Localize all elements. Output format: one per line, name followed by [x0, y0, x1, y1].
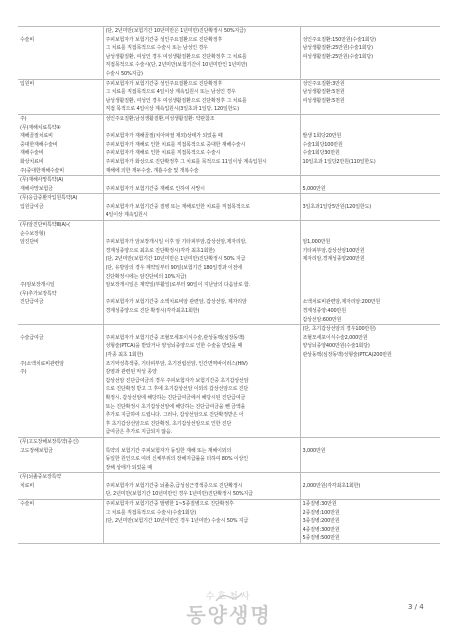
cell-line: 주)	[20, 369, 27, 376]
cell-line: 화상치료비	[20, 158, 44, 165]
cell-line: 양성뇌종양400만원(수술1회당)	[302, 343, 370, 350]
cell-line	[303, 221, 439, 230]
cell-line: 주피보험자가 재해로 인한 치료를 직접목적으로 수술시	[105, 150, 221, 157]
cell-line	[303, 264, 439, 273]
logo-tagline: 수호천사	[205, 592, 253, 602]
coverage-name-cell	[18, 437, 103, 472]
cell-line	[106, 194, 298, 203]
cell-line	[303, 438, 439, 447]
cell-line: 여성생활질환:25만원(수술1회당)	[302, 53, 373, 60]
cell-line	[106, 124, 298, 133]
cell-line: 입원비	[20, 80, 35, 87]
cell-line: 2종질병:100만원	[302, 509, 340, 516]
cell-line	[20, 325, 101, 334]
table-row	[18, 176, 440, 194]
cell-line: 치료비	[20, 482, 35, 489]
cell-line: (단, 2년미만(보험기간 10년미만은 1년미만)진단확정시 50% 지급	[105, 256, 246, 263]
cell-line: 조혈모세포이식수술2,000만원	[302, 334, 368, 341]
benefit-amount-cell	[300, 437, 440, 472]
cell-line: 진단급여금	[20, 299, 44, 306]
cell-line	[106, 438, 298, 447]
payment-condition-cell	[103, 114, 300, 175]
cell-line: 성인주요질환:3만원	[302, 80, 345, 87]
cell-line: (무)추가보장특약	[20, 290, 57, 297]
cell-line: (무)뇌졸중보장특약	[20, 474, 62, 481]
cell-line	[20, 255, 101, 264]
cell-line	[303, 115, 439, 124]
cell-line: 갑상선암:600만원	[302, 316, 342, 323]
table-row	[18, 79, 440, 114]
cell-line: 남성생활질환, 여성인 경우 여성생활질환으로 진단확정후 그 치료를	[105, 97, 247, 104]
coverage-name-cell	[18, 500, 103, 544]
cell-line: 암보장개시일은 계약일(부활일)로부터 90일이 지난날의 다음날로 함.	[105, 282, 251, 289]
cell-line	[303, 194, 439, 203]
cell-line: (각종 최초 1회한)	[105, 351, 144, 358]
cell-line: 주)중대한재해수술비	[20, 167, 64, 174]
cell-line: 성인주요질환:150만원(수술1회당)	[302, 36, 376, 43]
cell-line	[303, 27, 439, 36]
coverage-name-cell	[18, 325, 103, 438]
benefit-amount-cell	[300, 500, 440, 544]
cell-line: 장해 상태가 되었을 때	[105, 464, 152, 471]
cell-line: 3종질병:200만원	[302, 518, 340, 525]
table-row	[18, 473, 440, 500]
cell-line	[106, 290, 298, 299]
cell-line	[20, 273, 101, 282]
coverage-name-cell	[18, 194, 103, 221]
coverage-name-cell	[18, 27, 103, 80]
cell-line: 수술급여금	[20, 334, 44, 341]
cell-line: 소액치료비관련암,제자리암:200만원	[302, 299, 381, 306]
cell-line: 직접 목적으로 4일이상 계속입원시(3일초과 1일당, 120일한도)	[105, 106, 239, 113]
cell-line: (단, 2년미만(보험기간 10년미만인 경우 1년미만) 수술시 50% 지급	[105, 518, 249, 525]
benefit-amount-cell	[300, 221, 440, 325]
cell-line: 성인주요질환;남성생활질환,여성생활질환: 약관참조	[105, 115, 215, 122]
logo-name: 동양생명	[186, 603, 272, 627]
benefit-amount-cell	[300, 114, 440, 175]
cell-line: 후 초기갑상선암으로 진단확정, 초기갑상선암으로 인한 진단	[105, 420, 232, 427]
cell-line: 주피보험자가 재해골절(치아파절 제외)상태가 되었을 때	[105, 133, 223, 140]
cell-line: 주피보험자가 보험기간중 성인주요질환으로 진단확정후	[105, 36, 223, 43]
cell-line: 3일초과1일당5만원(120일한도)	[302, 203, 372, 210]
page-number: 3 / 4	[408, 603, 424, 611]
benefit-amount-cell	[300, 79, 440, 114]
cell-line	[20, 342, 101, 351]
benefit-amount-cell	[300, 473, 440, 500]
cell-line	[106, 325, 298, 334]
payment-condition-cell	[103, 194, 300, 221]
coverage-name-cell	[18, 114, 103, 175]
cell-line: 확정시, 갑상선암에 해당하는 진단급여금에서 해당시된 진단급여금	[105, 394, 246, 401]
company-logo	[168, 589, 290, 627]
cell-line: 재해수술비	[20, 150, 44, 157]
cell-line: (무)재해사망특약(A)	[20, 177, 64, 184]
cell-line: 갑상선암 진단급여금의 경우 주피보험자가 보험기간중 초기갑상선암	[105, 377, 249, 384]
cell-line	[20, 247, 101, 256]
benefit-amount-cell	[300, 325, 440, 438]
cell-line: (무)응급중환자입원특약(A)	[20, 195, 78, 202]
cell-line: 직접목적으로 수술시(단, 2년미만(보험기간이 10년미만인 1년미만)	[105, 62, 248, 69]
cell-line	[20, 27, 101, 36]
cell-line: 남성생활질환, 여성인 경우 여성생활질환으로 진단확정후 그 치료를	[105, 53, 247, 60]
cell-line	[303, 124, 439, 133]
cell-line: 급여금은 추가로 지급되지 않음.	[105, 429, 173, 436]
cell-line: 주)암보장개시일	[20, 282, 55, 289]
table-row	[18, 27, 440, 80]
cell-line	[303, 281, 439, 290]
cell-line: 주피보험자가 보험기간중 성인주요질환으로 진단확정후	[105, 80, 223, 87]
cell-line: 수술비	[20, 36, 35, 43]
cell-line	[20, 264, 101, 273]
cell-line: (무)재해치료특약④	[20, 124, 61, 131]
cell-line: 5종질병:500만원	[302, 535, 340, 542]
cell-line: 감염과 관련된 악성 종양	[105, 369, 157, 376]
coverage-name-cell	[18, 176, 103, 194]
table-row	[18, 194, 440, 221]
cell-line	[106, 230, 298, 239]
cell-line	[20, 351, 101, 360]
cell-line	[303, 230, 439, 239]
cell-line	[303, 290, 439, 299]
cell-line: (무)고도장해보장특약(종신)	[20, 438, 79, 445]
cell-line: 또는 진단확정시 초기갑상선암에 해당하는 진단급여금을 뺀 금액을	[105, 403, 246, 410]
cell-line	[106, 473, 298, 482]
cell-line: 주피보험자가 보험기간중 조혈모세포이식수술,관상동맥(심장동맥)	[105, 334, 245, 341]
cell-line: 암1,000만원	[302, 239, 331, 246]
cell-line: 4일이상 계속입원시	[105, 212, 148, 219]
benefit-amount-cell	[300, 176, 440, 194]
payment-condition-cell	[103, 473, 300, 500]
cell-line	[303, 273, 439, 282]
cell-line: 주)	[20, 115, 27, 122]
cell-line: 남성생활질환:25만원(수술1회당)	[302, 45, 373, 52]
cell-line: 그 치료를 직접목적으로 수술시 또는 남성인 경우	[105, 45, 208, 52]
table-row	[18, 500, 440, 544]
payment-condition-cell	[103, 221, 300, 325]
payment-condition-cell	[103, 79, 300, 114]
cell-line: 주피보험자가 보험기간중 발병한 1~5종질병으로 진단확정후	[105, 501, 234, 508]
cell-line: 재해에 의한 개두수술, 개흉수술 및 개복수술	[105, 167, 199, 174]
coverage-name-cell	[18, 79, 103, 114]
cell-line: 동일한 원인으로 여러 신체부위의 장해지급률을 더하여 80% 이상인	[105, 456, 248, 463]
cell-line: 으로 진단확정 받고 그 후에 초기갑상선암 이외의 갑상선암으로 진단	[105, 386, 249, 393]
cell-line: 중대한재해수술비	[20, 141, 58, 148]
payment-condition-cell	[103, 27, 300, 80]
benefit-amount-cell	[300, 194, 440, 221]
cell-line: 수술1회당100만원	[302, 141, 343, 148]
cell-line: 5,000만원	[302, 185, 326, 192]
cell-line: 조기악성흑색종, 기타피부암, 초기전립선암, 인간면역바이러스(HIV)	[105, 360, 248, 367]
cell-line: 3,000만원	[302, 447, 326, 454]
cell-line: 1종질병:30만원	[302, 501, 337, 508]
cell-line: (무)암진단비특약Ⅲ(A)-(	[20, 222, 70, 229]
cell-line: 그 치료를 직접목적으로 수술시(수술1회당)	[105, 509, 197, 516]
coverage-name-cell	[18, 221, 103, 325]
cell-line: 그 치료를 직접목적으로 4일이상 계속입원시 또는 남성인 경우	[105, 89, 236, 96]
cell-line: 수술시 50%지급)	[105, 70, 143, 77]
table-row	[18, 325, 440, 438]
cell-line: (단, 2년미만(보험기간 10년미만은 1년미만)진단확정시 50%지급)	[105, 28, 246, 34]
table-row	[18, 221, 440, 325]
payment-condition-cell	[103, 325, 300, 438]
cell-line: 주피보험자가 화상으로 진단확정후 그 치료를 목적으로 11일이상 계속입원시	[105, 158, 267, 165]
cell-line: 주피보험자가 보험기간중 소액치료비암 관련암, 갑상선암, 제자리암	[105, 299, 247, 306]
cell-line: 진단확정시에는 암진단비의 10%지급)	[105, 273, 187, 280]
cell-line: 재해골절치료비	[20, 133, 53, 140]
cell-line: 암진단비	[20, 239, 39, 246]
cell-line: 입원급여금	[20, 203, 44, 210]
cell-line: 경계성종양으로 최초로 진단확정시(각각 최초1회한)	[105, 247, 215, 254]
cell-line: 순수보장형)	[20, 230, 46, 237]
table-row	[18, 114, 440, 175]
cell-line: 경계성종양:400만원	[302, 308, 346, 314]
cell-line: 주피보험자가 보험기간중 재해로 인하여 사망시	[105, 185, 205, 192]
cell-line: 단, 2년미만(보험기간 10년미만인 경우 1년미만)진단확정시 50%지급	[105, 491, 253, 498]
payment-condition-cell	[103, 176, 300, 194]
cell-line: 특약의 보험기간 주피보험자가 동일한 재해 또는 재해이외의	[105, 447, 232, 454]
cell-line: 10일초과 1일당2만원(110일한도)	[302, 158, 376, 165]
cell-line: 수술비	[20, 501, 35, 508]
cell-line	[303, 176, 439, 185]
cell-line: 주피보험자가 암보장개시일 이후 암 기타피부암,갑상선암,제자리암,	[105, 239, 247, 246]
table-row	[18, 437, 440, 472]
cell-line	[106, 176, 298, 185]
cell-line: 수술1회당30만원	[302, 150, 340, 157]
cell-line: 재해사망보험금	[20, 185, 53, 192]
cell-line: (단, 초기갑상선암의 경우100만원)	[302, 326, 376, 333]
cell-line: 추가로 지급하여 드립니다. 그러나, 갑상선암으로 진단확정받은 이	[105, 412, 244, 419]
cell-line: 주)소액치료비관련암	[20, 360, 64, 367]
cell-line: 성형술(PTCA)을 받았거나 양성뇌종양으로 인한 수술을 받았을 때	[105, 343, 243, 350]
cell-line: 기타피부암,갑상선암100만원	[302, 247, 365, 254]
cell-line	[106, 221, 298, 230]
cell-line: 2,000만원(각각최초1회한)	[302, 482, 361, 489]
cell-line: 고도장해보험금	[20, 447, 53, 454]
cell-line	[303, 473, 439, 482]
cell-line: 여성생활질환:5천원	[302, 97, 345, 104]
payment-condition-cell	[103, 437, 300, 472]
cell-line: (단, 유방암의 경우 계약일부터 90일(보험기간 180일경과 이전에	[105, 265, 242, 272]
cell-line: 발생 1회당20만원	[302, 133, 342, 140]
coverage-name-cell	[18, 473, 103, 500]
cell-line: 주피보험자가 보험기간중 질병 또는 재해로인한 치료를 직접목적으로	[105, 203, 250, 210]
cell-line: 주피보험자가 보험기간중 뇌졸중,급성심근경색증으로 진단확정시	[105, 482, 243, 489]
cell-line: 4종질병:300만원	[302, 526, 340, 533]
cell-line: 경계성종양으로 진단 확정시(각각최초1회한)	[105, 308, 200, 314]
benefit-amount-cell	[300, 27, 440, 80]
coverage-table	[18, 26, 440, 544]
payment-condition-cell	[103, 500, 300, 544]
cell-line: 관상동맥(심장동맥)성형술(PTCA)200만원	[302, 351, 392, 358]
cell-line: 남성생활질환:5천원	[302, 89, 345, 96]
cell-line: 제자리암,경계성종양200만원	[302, 256, 365, 263]
cell-line: 주피보험자가 재해로 인한 치료를 직접목적으로 중대한 재해수술시	[105, 141, 246, 148]
